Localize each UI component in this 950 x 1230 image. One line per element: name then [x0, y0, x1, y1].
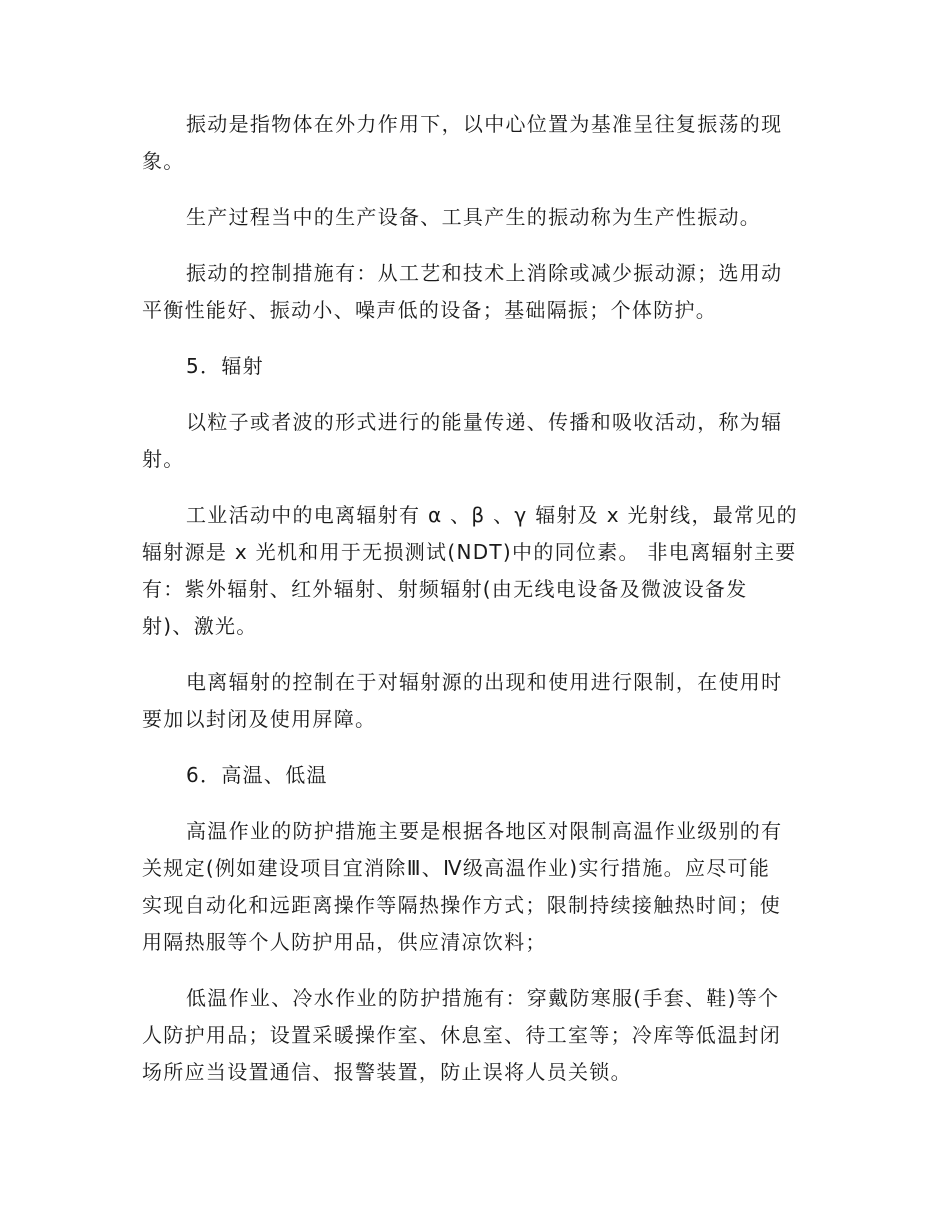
paragraph-productive-vibration [142, 199, 802, 236]
text-line: 用隔热服等个人防护用品，供应清凉饮料； [142, 930, 547, 954]
text-line: 有：紫外辐射、红外辐射、射频辐射(由无线电设备及微波设备发 [142, 577, 748, 601]
text-line: 场所应当设置通信、报警装置，防止误将人员关锁。 [142, 1060, 632, 1084]
text-line: 工业活动中的电离辐射有 α 、β 、γ 辐射及 x 光射线，最常见的 [186, 503, 798, 527]
paragraph-vibration-definition [142, 106, 802, 180]
text-line: 实现自动化和远距离操作等隔热操作方式；限制持续接触热时间；使 [142, 893, 781, 917]
text-line: 电离辐射的控制在于对辐射源的出现和使用进行限制，在使用时 [186, 670, 783, 694]
paragraph-radiation-control [142, 664, 802, 738]
text-line: 5．辐射 [186, 354, 264, 378]
paragraph-high-temperature [142, 813, 802, 961]
text-line: 关规定(例如建设项目宜消除Ⅲ、Ⅳ级高温作业)实行措施。应尽可能 [142, 856, 771, 880]
paragraph-vibration-control [142, 255, 802, 329]
text-line: 高温作业的防护措施主要是根据各地区对限制高温作业级别的有 [186, 819, 783, 843]
text-line: 辐射源是 x 光机和用于无损测试(NDT)中的同位素。 非电离辐射主要 [142, 540, 797, 564]
document-body [142, 106, 802, 1091]
text-line: 平衡性能好、振动小、噪声低的设备；基础隔振；个体防护。 [142, 298, 718, 322]
text-line: 人防护用品；设置采暖操作室、休息室、待工室等；冷库等低温封闭 [142, 1023, 781, 1047]
text-line: 6．高温、低温 [186, 763, 328, 787]
text-line: 以粒子或者波的形式进行的能量传递、传播和吸收活动，称为辐 [186, 410, 783, 434]
text-line: 振动的控制措施有：从工艺和技术上消除或减少振动源；选用动 [186, 261, 783, 285]
text-line: 生产过程当中的生产设备、工具产生的振动称为生产性振动。 [186, 205, 762, 229]
section-heading-radiation [142, 348, 802, 385]
text-line: 低温作业、冷水作业的防护措施有：穿戴防寒服(手套、鞋)等个 [186, 986, 780, 1010]
text-line: 要加以封闭及使用屏障。 [142, 707, 377, 731]
paragraph-radiation-definition [142, 404, 802, 478]
text-line: 射)、激光。 [142, 614, 258, 638]
section-heading-temperature [142, 757, 802, 794]
paragraph-low-temperature [142, 980, 802, 1091]
text-line: 振动是指物体在外力作用下，以中心位置为基准呈往复振荡的现 [186, 112, 783, 136]
paragraph-ionizing-radiation [142, 497, 802, 645]
text-line: 象。 [142, 149, 185, 173]
text-line: 射。 [142, 447, 185, 471]
